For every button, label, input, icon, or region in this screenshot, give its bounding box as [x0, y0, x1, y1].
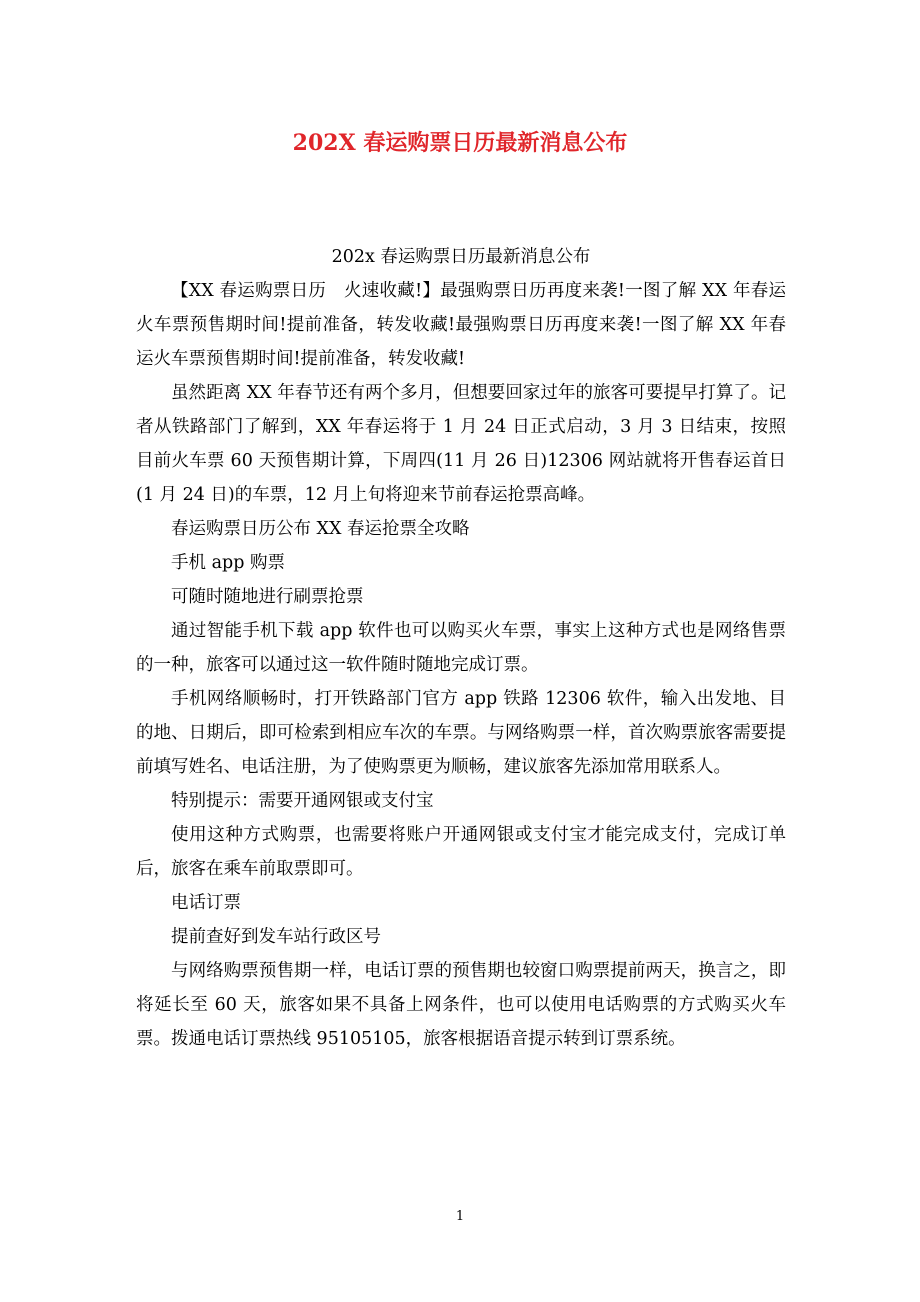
- paragraph: 通过智能手机下载 app 软件也可以购买火车票，事实上这种方式也是网络售票的一种，旅客可以通过这一软件随时随地完成订票。: [136, 621, 786, 675]
- section-subheading: 提前查好到发车站行政区号: [171, 927, 381, 947]
- section-subheading: 可随时随地进行刷票抢票: [171, 587, 364, 607]
- paragraph: 与网络购票预售期一样，电话订票的预售期也较窗口购票提前两天，换言之，即将延长至 60 天，旅客如果不具备上网条件，也可以使用电话购票的方式购买火车票。拨通电话订票热线 95105105，旅客根据语音提示转到订票系统。: [136, 961, 786, 1049]
- page-number: 1: [455, 1209, 465, 1224]
- paragraph: 【XX 春运购票日历 火速收藏!】最强购票日历再度来袭!一图了解 XX 年春运火车票预售期时间!提前准备，转发收藏!最强购票日历再度来袭!一图了解 XX 年春运火车票预售期时间!提前准备，转发收藏!: [136, 281, 786, 369]
- section-heading: 电话订票: [171, 893, 241, 913]
- paragraph: 虽然距离 XX 年春节还有两个多月，但想要回家过年的旅客可要提早打算了。记者从铁路部门了解到，XX 年春运将于 1 月 24 日正式启动，3 月 3 日结束，按照目前火车票 60 天预售期计算，下周四(11 月 26 日)12306 网站就将开售春运首日(1 月 24 日)的车票，12 月上旬将迎来节前春运抢票高峰。: [136, 383, 786, 505]
- section-heading: 春运购票日历公布 XX 春运抢票全攻略: [171, 519, 470, 539]
- section-subheading: 特别提示：需要开通网银或支付宝: [171, 791, 434, 811]
- section-heading: 手机 app 购票: [171, 553, 285, 573]
- paragraph: 手机网络顺畅时，打开铁路部门官方 app 铁路 12306 软件，输入出发地、目的地、日期后，即可检索到相应车次的车票。与网络购票一样，首次购票旅客需要提前填写姓名、电话注册，为了使购票更为顺畅，建议旅客先添加常用联系人。: [136, 689, 786, 777]
- document-subtitle: 202x 春运购票日历最新消息公布: [331, 247, 591, 267]
- paragraph: 使用这种方式购票，也需要将账户开通网银或支付宝才能完成支付，完成订单后，旅客在乘车前取票即可。: [136, 825, 786, 879]
- document-body: [136, 240, 786, 1056]
- document-title: 202X 春运购票日历最新消息公布: [292, 130, 628, 156]
